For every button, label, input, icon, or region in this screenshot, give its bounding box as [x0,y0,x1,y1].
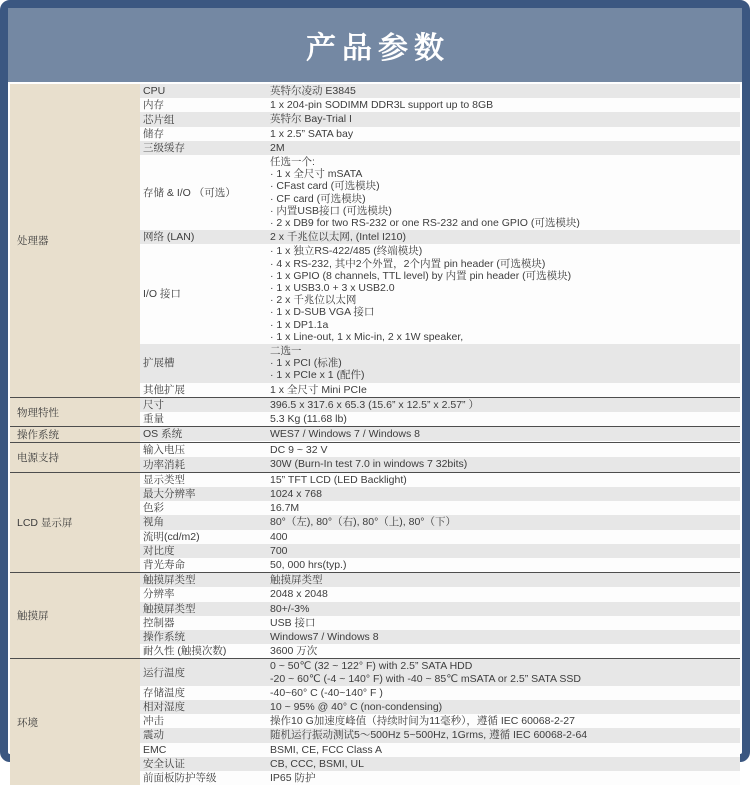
spec-value [268,757,740,771]
spec-rows [140,573,740,658]
spec-value [268,398,740,412]
spec-value [268,743,740,757]
spec-value-line: 二选一 [270,345,302,358]
spec-value-line: 1024 x 768 [270,487,322,500]
spec-value [268,427,740,441]
spec-value-line: · 1 x DP1.1a [270,318,329,331]
spec-value-line: USB 接口 [270,616,316,629]
spec-value [268,630,740,644]
spec-label: 三级缓存 [143,141,185,154]
spec-row [140,700,740,714]
spec-value-line: 80°（左), 80°（右), 80°（上), 80°（下） [270,516,457,529]
spec-value-line: 30W (Burn-In test 7.0 in windows 7 32bits) [270,458,468,471]
spec-group [10,426,740,442]
spec-value-line: · 1 x 全尺寸 mSATA [270,168,363,181]
spec-value-line: · CF card (可选模块) [270,192,366,205]
spec-value-line: 5.3 Kg (11.68 lb) [270,413,347,426]
page-title-bar [8,8,742,82]
spec-row [140,112,740,126]
spec-value-line: 操作10 G加速度峰值（持续时间为11毫秒），遵循 IEC 60068-2-27 [270,715,575,728]
spec-value [268,714,740,728]
spec-value [268,487,740,501]
spec-value-line: 任选一个: [270,156,315,169]
spec-row [140,771,740,785]
spec-value-line: 396.5 x 317.6 x 65.3 (15.6” x 12.5” x 2.57” ） [270,398,479,411]
spec-value [268,530,740,544]
spec-group [10,442,740,471]
spec-value [268,558,740,572]
spec-group [10,572,740,658]
spec-row [140,573,740,587]
spec-row [140,530,740,544]
category-cell: 处理器 [10,84,140,397]
spec-value-line: · 2 x DB9 for two RS-232 or one RS-232 and one GPIO (可选模块) [270,217,580,230]
spec-label: 触摸屏类型 [143,602,196,615]
spec-value-line: · 2 x 千兆位以太网 [270,294,357,307]
spec-label: 功率消耗 [143,458,185,471]
spec-row [140,644,740,658]
spec-label: 显示类型 [143,473,185,486]
spec-value-line: CB, CCC, BSMI, UL [270,757,364,770]
spec-value-line: · 1 x D-SUB VGA 接口 [270,306,375,319]
spec-row [140,743,740,757]
spec-value-line: 15” TFT LCD (LED Backlight) [270,473,407,486]
spec-value-line: 16.7M [270,502,300,515]
spec-label: 存储温度 [143,686,185,699]
spec-value [268,230,740,244]
spec-value-line: 1 x 2.5” SATA bay [270,127,354,140]
spec-row [140,84,740,98]
spec-value-line: · 1 x PCI (标准) [270,357,342,370]
spec-value [268,602,740,616]
spec-row [140,412,740,426]
spec-value-line: 80+/-3% [270,602,310,615]
spec-row [140,757,740,771]
spec-value-line: 2 x 千兆位以太网, (Intel I210) [270,231,406,244]
category-cell: 操作系统 [10,427,140,442]
spec-value-line: 1 x 全尺寸 Mini PCIe [270,383,367,396]
spec-value-line: · 1 x PCIe x 1 (配件) [270,369,365,382]
spec-table [10,84,740,785]
spec-label: CPU [143,85,166,98]
spec-row [140,515,740,529]
spec-value [268,771,740,785]
spec-value [268,127,740,141]
spec-value [268,616,740,630]
spec-value-line: · 1 x 独立RS-422/485 (终端模块) [270,245,423,258]
spec-row [140,714,740,728]
spec-value-line: -40~60° C (-40~140° F ) [270,686,383,699]
spec-label: 网络 (LAN) [143,231,195,244]
spec-label: 运行温度 [143,666,185,679]
spec-value-line: BSMI, CE, FCC Class A [270,743,383,756]
spec-row [140,155,740,230]
spec-value [268,573,740,587]
spec-value-line: 2M [270,141,285,154]
spec-row [140,127,740,141]
spec-value [268,383,740,397]
spec-label: 流明(cd/m2) [143,530,200,543]
spec-label: 前面板防护等级 [143,772,217,785]
category-cell: 触摸屏 [10,573,140,658]
spec-value-line: 400 [270,530,288,543]
spec-value [268,244,740,344]
spec-row [140,443,740,457]
page-title: 产品参数 [306,32,450,65]
spec-group [10,658,740,785]
spec-label: 耐久性 (触摸次数) [143,645,227,658]
spec-value-line: · 1 x Line-out, 1 x Mic-in, 2 x 1W speaker, [270,330,464,343]
spec-label: 芯片组 [143,113,175,126]
spec-label: 震动 [143,729,164,742]
spec-value [268,501,740,515]
spec-label: 内存 [143,99,164,112]
spec-label: 操作系统 [143,631,185,644]
spec-label: 重量 [143,413,164,426]
spec-value [268,515,740,529]
spec-label: 储存 [143,127,164,140]
spec-label: 触摸屏类型 [143,574,196,587]
spec-value [268,587,740,601]
spec-value [268,473,740,487]
spec-row [140,616,740,630]
spec-value-line: WES7 / Windows 7 / Windows 8 [270,428,420,441]
spec-group [10,397,740,426]
spec-label: 安全认证 [143,757,185,770]
spec-value [268,700,740,714]
spec-value-line: 50, 000 hrs(typ.) [270,558,347,571]
spec-row [140,457,740,471]
spec-value [268,155,740,230]
spec-label: 存储 & I/O （可选） [143,186,236,199]
spec-label: 分辨率 [143,588,175,601]
spec-label: 控制器 [143,616,175,629]
category-cell: LCD 显示屏 [10,473,140,572]
spec-value [268,344,740,383]
spec-value [268,659,740,685]
category-cell: 电源支持 [10,443,140,471]
spec-row [140,602,740,616]
spec-value-line: DC 9 ~ 32 V [270,444,328,457]
spec-group [10,84,740,397]
spec-value-line: Windows7 / Windows 8 [270,630,379,643]
spec-label: 尺寸 [143,398,164,411]
spec-value-line: 0 ~ 50℃ (32 ~ 122° F) with 2.5” SATA HDD [270,660,473,673]
spec-row [140,558,740,572]
spec-value [268,686,740,700]
spec-row [140,659,740,685]
spec-row [140,398,740,412]
spec-value [268,412,740,426]
spec-rows [140,398,740,426]
spec-label: 其他扩展 [143,383,185,396]
spec-row [140,230,740,244]
spec-value-line: -20 ~ 60℃ (-4 ~ 140° F) with -40 ~ 85℃ mSATA or 2.5” SATA SSD [270,672,581,685]
spec-label: OS 系统 [143,428,183,441]
spec-label: 色彩 [143,502,164,515]
spec-row [140,501,740,515]
spec-value-line: · CFast card (可选模块) [270,180,380,193]
spec-group [10,472,740,572]
spec-value-line: 随机运行振动测试5～500Hz 5~500Hz, 1Grms, 遵循 IEC 60068-2-64 [270,729,588,742]
spec-value-line: · 1 x USB3.0 + 3 x USB2.0 [270,282,395,295]
spec-row [140,728,740,742]
spec-value-line: 1 x 204-pin SODIMM DDR3L support up to 8GB [270,99,494,112]
spec-label: 相对湿度 [143,701,185,714]
spec-row [140,544,740,558]
spec-rows [140,473,740,572]
spec-value-line: · 内置USB接口 (可选模块) [270,204,392,217]
spec-value [268,544,740,558]
spec-row [140,383,740,397]
spec-label: 输入电压 [143,444,185,457]
spec-value [268,443,740,457]
spec-value-line: 英特尔 Bay-Trial I [270,113,352,126]
spec-label: EMC [143,743,167,756]
spec-value-line: IP65 防护 [270,771,316,784]
spec-row [140,244,740,344]
spec-value [268,112,740,126]
spec-row [140,487,740,501]
spec-value-line: 触摸屏类型 [270,574,323,587]
spec-label: 视角 [143,516,164,529]
spec-value-line: 10 ~ 95% @ 40° C (non-condensing) [270,700,443,713]
spec-value [268,84,740,98]
spec-rows [140,427,740,442]
spec-value [268,141,740,155]
spec-value-line: · 4 x RS-232, 其中2个外置，2个内置 pin header (可选模块) [270,257,546,270]
spec-value-line: 英特尔凌动 E3845 [270,85,356,97]
spec-label: 冲击 [143,715,164,728]
spec-label: 对比度 [143,544,175,557]
spec-rows [140,443,740,471]
spec-value [268,644,740,658]
category-cell: 环境 [10,659,140,785]
spec-value [268,457,740,471]
spec-row [140,344,740,383]
spec-value-line: 700 [270,544,288,557]
spec-row [140,630,740,644]
spec-rows [140,84,740,397]
spec-rows [140,659,740,785]
spec-value-line: · 1 x GPIO (8 channels, TTL level) by 内置 pin header (可选模块) [270,269,572,282]
spec-row [140,473,740,487]
spec-row [140,427,740,441]
spec-row [140,98,740,112]
spec-value-line: 2048 x 2048 [270,588,328,601]
spec-label: 背光寿命 [143,559,185,571]
spec-value [268,98,740,112]
spec-row [140,587,740,601]
spec-value [268,728,740,742]
spec-label: I/O 接口 [143,288,181,301]
spec-row [140,141,740,155]
spec-label: 扩展槽 [143,357,175,370]
spec-label: 最大分辨率 [143,487,196,500]
spec-value-line: 3600 万次 [270,645,318,658]
spec-row [140,686,740,700]
category-cell: 物理特性 [10,398,140,426]
